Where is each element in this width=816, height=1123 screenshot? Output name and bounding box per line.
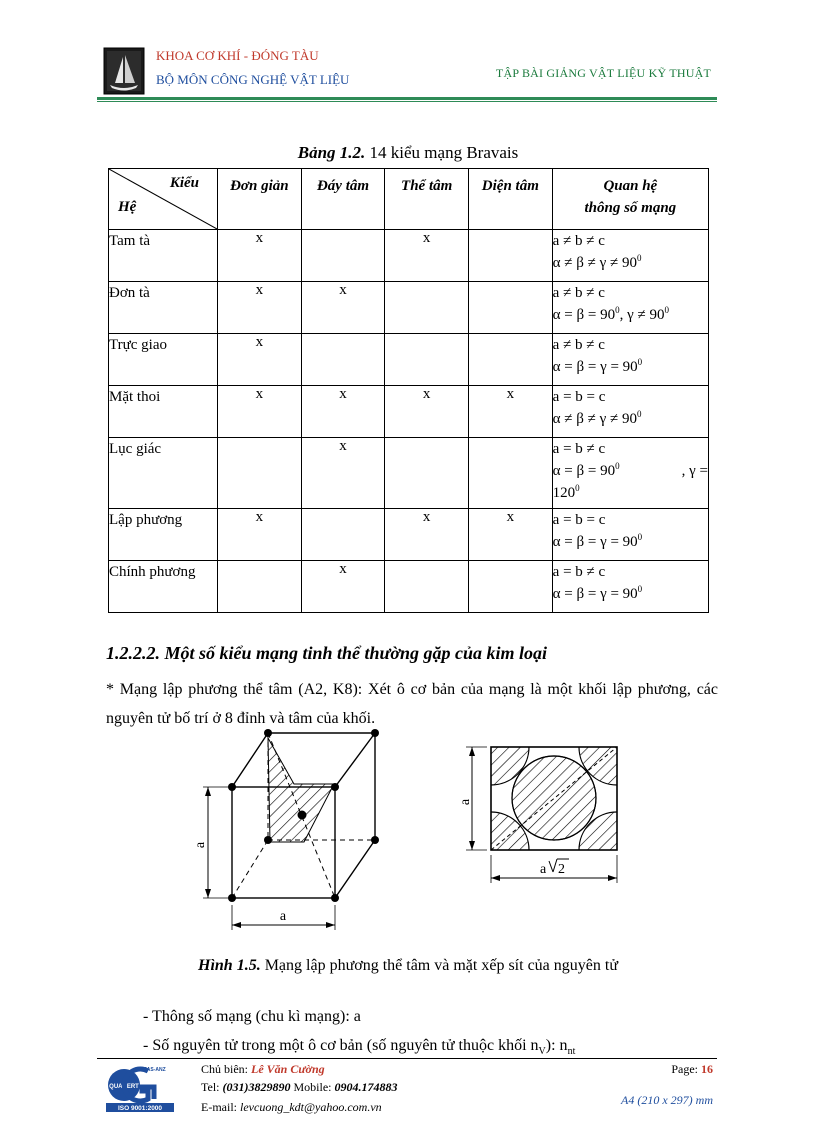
relation-header: Quan hệ thông số mạng (552, 169, 708, 230)
relation-cell: a = b = c $\alpha = \beta = \gamma = 90^0$ (552, 509, 708, 561)
header-book-title: TẬP BÀI GIẢNG VẬT LIỆU KỸ THUẬT (495, 66, 711, 80)
bcc-figure (0, 712, 816, 952)
section-paragraph: * Mạng lập phương thể tâm (A2, K8): Xét ô cơ bản của mạng là một khối lập phương, các nguyên tử bố trí ở 8 đỉnh và tâm của khối. (106, 681, 718, 727)
bullet-lattice-parameter: - Thông số mạng (chu kì mạng): a (143, 1008, 361, 1025)
system-cell: Lục giác (109, 438, 218, 509)
system-cell: Tam tà (109, 230, 218, 282)
svg-text:QUACERT: QUACERT (109, 1084, 139, 1090)
column-header: Thể tâm (385, 169, 469, 230)
table-header-row (109, 169, 709, 230)
email-address: levcuong_kdt@yahoo.com.vn (240, 1100, 382, 1114)
footer-rule (97, 1058, 717, 1059)
relation-cell: a ≠ b ≠ c $\alpha \ne \beta \ne \gamma \ne 90^0$ (552, 230, 708, 282)
bcc-cube-diagram (203, 729, 379, 930)
mark-cell (218, 438, 302, 509)
system-cell: Lập phương (109, 509, 218, 561)
bravais-table (108, 168, 709, 613)
system-cell: Chính phương (109, 561, 218, 613)
dim-label-sqrt-value: 2 (558, 862, 565, 877)
section-title: 1.2.2.2. Một số kiểu mạng tinh thể thường gặp của kim loại (106, 643, 548, 663)
table-row (109, 334, 709, 386)
corner-type-label: Kiểu (169, 175, 199, 191)
mark-cell (385, 334, 469, 386)
mark-cell: x (301, 282, 385, 334)
mark-cell: x (468, 386, 552, 438)
mark-cell (468, 282, 552, 334)
table-row (109, 386, 709, 438)
relation-cell: a = b = c $\alpha \ne \beta \ne \gamma \ne 90^0$ (552, 386, 708, 438)
relation-cell: a = b ≠ c $\alpha = \beta = 90^0$ , γ = $120^0$ (552, 438, 708, 509)
table-row (109, 509, 709, 561)
mark-cell: x (218, 509, 302, 561)
mark-cell: x (301, 386, 385, 438)
mark-cell: x (385, 509, 469, 561)
mark-cell: x (385, 230, 469, 282)
corner-header (109, 169, 218, 230)
footer-email: E-mail: levcuong_kdt@yahoo.com.vn (201, 1100, 382, 1114)
footer-editor: Chủ biên: Lê Văn Cường (201, 1062, 325, 1076)
mark-cell (385, 438, 469, 509)
mark-cell (301, 230, 385, 282)
column-header: Diện tâm (468, 169, 552, 230)
mark-cell: x (468, 509, 552, 561)
mark-cell (385, 561, 469, 613)
figure-caption-text: Mạng lập phương thể tâm và mặt xếp sít của nguyên tử (260, 957, 618, 974)
corner-system-label: Hệ (118, 199, 137, 215)
paper-size: A4 (210 x 297) mm (621, 1093, 713, 1107)
header-faculty: KHOA CƠ KHÍ - ĐÓNG TÀU (156, 48, 319, 63)
table-caption (0, 143, 816, 163)
mark-cell (468, 230, 552, 282)
mark-cell (468, 561, 552, 613)
footer-phone: Tel: (031)3829890 Mobile: 0904.174883 (201, 1080, 398, 1094)
mark-cell (468, 438, 552, 509)
system-cell: Trực giao (109, 334, 218, 386)
svg-text:JAS-ANZ: JAS-ANZ (144, 1067, 166, 1073)
system-cell: Mặt thoi (109, 386, 218, 438)
table-row (109, 438, 709, 509)
figure-caption (0, 957, 816, 975)
table-row (109, 282, 709, 334)
relation-cell: a ≠ b ≠ c $\alpha = \beta = \gamma = 90^0$ (552, 334, 708, 386)
ship-logo (103, 47, 145, 95)
mark-cell (301, 509, 385, 561)
mark-cell: x (385, 386, 469, 438)
table-caption-label: Bảng 1.2. (297, 143, 366, 162)
table-row (109, 230, 709, 282)
dim-label-a-horizontal: a (279, 909, 287, 924)
bullet-atoms-per-cell: - Số nguyên tử trong một ô cơ bản (số nguyên tử thuộc khối $n_V$): $n_{nt}$ (143, 1037, 576, 1058)
mark-cell: x (218, 386, 302, 438)
relation-cell: a = b ≠ c $\alpha = \beta = \gamma = 90^0$ (552, 561, 708, 613)
table-row (109, 561, 709, 613)
mark-cell: x (301, 561, 385, 613)
editor-name: Lê Văn Cường (251, 1062, 325, 1076)
close-packed-plane-diagram (453, 712, 655, 888)
column-header: Đáy tâm (301, 169, 385, 230)
mark-cell (468, 334, 552, 386)
relation-cell: a ≠ b ≠ c $\alpha = \beta = 90^0$, $\gamma \ne 90^0$ (552, 282, 708, 334)
header-department: BỘ MÔN CÔNG NGHỆ VẬT LIỆU (156, 72, 350, 87)
quacert-logo (104, 1063, 178, 1113)
mark-cell (385, 282, 469, 334)
mark-cell: x (218, 282, 302, 334)
dim-label-a-vertical: a (193, 841, 208, 849)
header-rule (97, 97, 717, 100)
mark-cell (218, 561, 302, 613)
mark-cell: x (218, 334, 302, 386)
dim-label-a-right: a (458, 798, 473, 806)
mark-cell (301, 334, 385, 386)
svg-text:ISO 9001:2000: ISO 9001:2000 (117, 1105, 163, 1112)
system-cell: Đơn tà (109, 282, 218, 334)
figure-caption-label: Hình 1.5. (198, 957, 261, 974)
header-rule-thin (97, 101, 717, 102)
dim-label-a-sqrt-prefix: a (540, 862, 547, 877)
mark-cell: x (301, 438, 385, 509)
column-header: Đơn giản (218, 169, 302, 230)
table-caption-text: 14 kiểu mạng Bravais (365, 143, 519, 162)
page-number: Page: 16 (671, 1062, 713, 1076)
mark-cell: x (218, 230, 302, 282)
